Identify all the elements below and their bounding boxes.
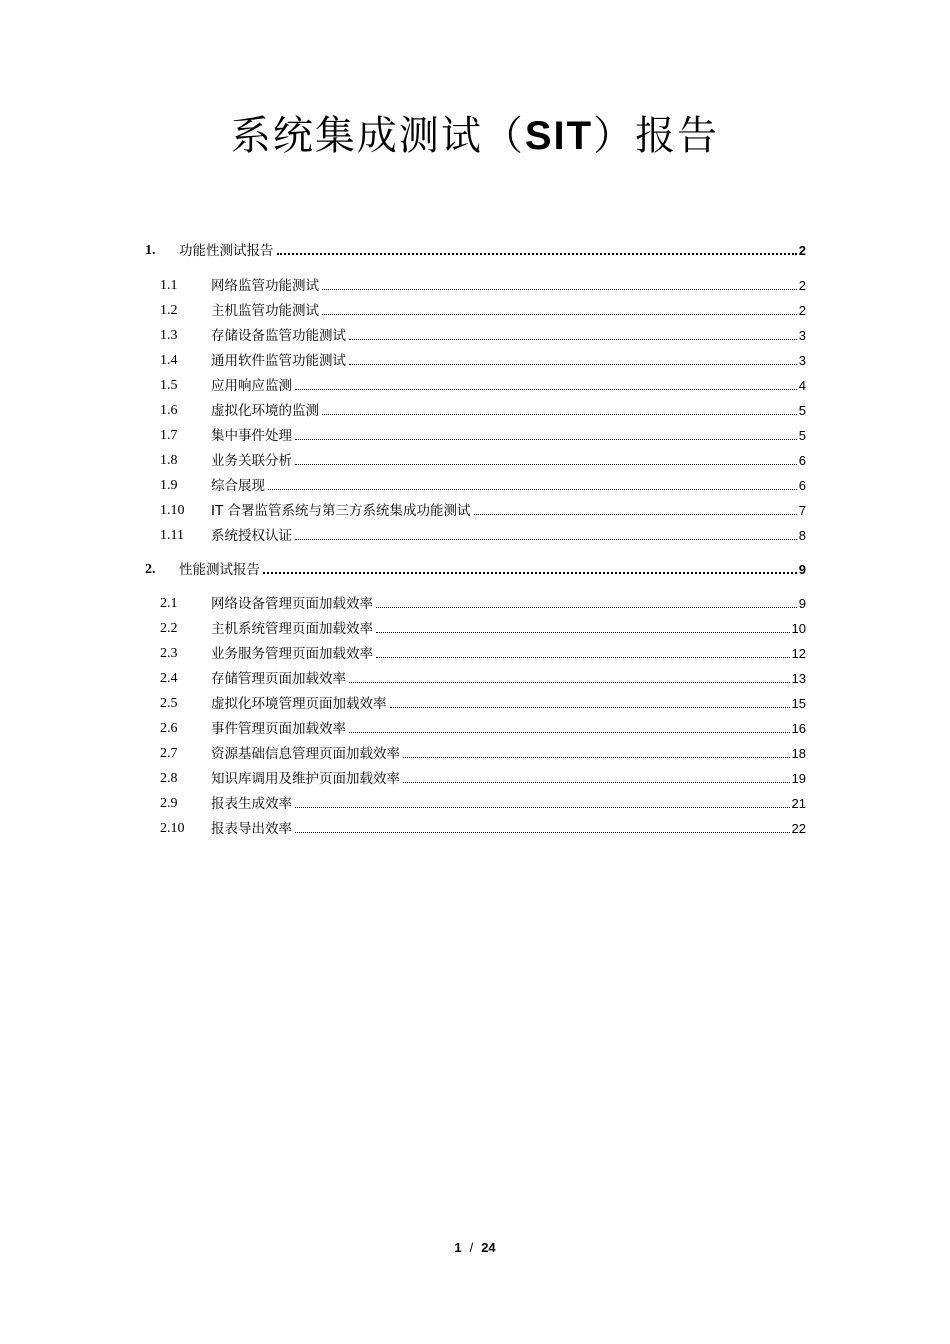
toc-item-number: 1.2 [160,303,178,318]
toc-page-number: 21 [791,796,806,811]
toc-item-2-4[interactable] [160,668,806,688]
toc-dot-leader [349,339,797,340]
toc-item-2-3[interactable] [160,643,806,663]
toc-dot-leader [376,607,797,608]
toc-dot-leader [295,439,797,440]
total-pages: 24 [481,1240,496,1255]
toc-item-number: 2.10 [160,821,185,836]
title-suffix: ）报告 [593,113,720,159]
toc-item-2-10[interactable] [160,818,806,838]
toc-item-label: 虚拟化环境管理页面加载效率 [211,696,387,712]
toc-item-number: 2.3 [160,646,178,661]
title-prefix: 系统集成测试（ [230,113,525,159]
toc-page-number: 22 [791,821,806,836]
toc-chapter-number: 1. [145,243,156,258]
toc-chapter-number: 2. [145,562,156,577]
toc-item-1-7[interactable] [160,425,806,445]
toc-dot-leader [390,707,790,708]
toc-dot-leader [349,682,790,683]
toc-dot-leader [403,782,790,783]
toc-item-2-1[interactable] [160,593,806,613]
toc-item-1-8[interactable] [160,450,806,470]
toc-item-label: 报表生成效率 [211,796,292,812]
toc-item-label: 存储设备监管功能测试 [211,328,346,344]
toc-item-label: 主机监管功能测试 [211,303,319,319]
toc-item-label: 资源基础信息管理页面加载效率 [211,746,400,762]
toc-page-number: 6 [798,478,806,493]
toc-dot-leader [263,572,797,574]
toc-item-label: 应用响应监测 [211,378,292,394]
toc-item-label: 报表导出效率 [211,821,292,837]
toc-item-label: 网络监管功能测试 [211,278,319,294]
toc-item-1-2[interactable] [160,300,806,320]
toc-item-1-4[interactable] [160,350,806,370]
toc-item-2-6[interactable] [160,718,806,738]
toc-item-number: 2.4 [160,671,178,686]
toc-page-number: 15 [791,696,806,711]
toc-item-label: 业务关联分析 [211,453,292,469]
toc-item-number: 1.10 [160,503,185,518]
toc-item-label: 存储管理页面加载效率 [211,671,346,687]
toc-item-1-10[interactable] [160,500,806,520]
toc-page-number: 7 [798,503,806,518]
toc-item-number: 2.5 [160,696,178,711]
toc-item-number: 1.8 [160,453,178,468]
toc-dot-leader [277,253,797,255]
toc-item-label: 系统授权认证 [211,528,292,544]
toc-dot-leader [376,632,790,633]
toc-dot-leader [322,414,797,415]
toc-page-number: 10 [791,621,806,636]
toc-page-number: 9 [798,562,806,577]
toc-dot-leader [403,757,790,758]
toc-item-2-9[interactable] [160,793,806,813]
toc-item-label: 通用软件监管功能测试 [211,353,346,369]
toc-dot-leader [295,539,797,540]
toc-chapter-2[interactable] [145,559,806,579]
toc-page-number: 9 [798,596,806,611]
toc-page-number: 4 [798,378,806,393]
toc-item-1-1[interactable] [160,275,806,295]
toc-item-label: 网络设备管理页面加载效率 [211,596,373,612]
toc-page-number: 5 [798,403,806,418]
toc-page-number: 2 [798,303,806,318]
toc-item-2-8[interactable] [160,768,806,788]
toc-item-label: 知识库调用及维护页面加载效率 [211,771,400,787]
toc-item-1-11[interactable] [160,525,806,545]
toc-page-number: 2 [798,243,806,258]
toc-dot-leader [268,489,797,490]
page-separator: / [469,1240,474,1255]
toc-item-label: 业务服务管理页面加载效率 [211,646,373,662]
toc-item-label: 综合展现 [211,478,265,494]
toc-item-label: 虚拟化环境的监测 [211,403,319,419]
toc-item-number: 2.7 [160,746,178,761]
document-title [0,104,950,161]
toc-item-1-3[interactable] [160,325,806,345]
toc-page-number: 8 [798,528,806,543]
toc-page-number: 3 [798,353,806,368]
page-footer [0,1240,950,1255]
toc-item-number: 2.9 [160,796,178,811]
toc-chapter-label: 性能测试报告 [179,562,260,578]
toc-item-2-5[interactable] [160,693,806,713]
toc-dot-leader [295,389,797,390]
toc-page-number: 5 [798,428,806,443]
toc-item-number: 1.4 [160,353,178,368]
toc-dot-leader [322,314,797,315]
toc-item-number: 1.11 [160,528,184,543]
toc-item-label: 事件管理页面加载效率 [211,721,346,737]
toc-item-number: 1.6 [160,403,178,418]
toc-dot-leader [349,732,790,733]
toc-page-number: 13 [791,671,806,686]
toc-chapter-label: 功能性测试报告 [179,243,274,259]
toc-page-number: 16 [791,721,806,736]
toc-dot-leader [376,657,790,658]
toc-page-number: 12 [791,646,806,661]
toc-item-number: 1.5 [160,378,178,393]
toc-item-2-7[interactable] [160,743,806,763]
toc-dot-leader [295,832,790,833]
toc-item-1-6[interactable] [160,400,806,420]
toc-item-number: 1.3 [160,328,178,343]
toc-item-label: 主机系统管理页面加载效率 [211,621,373,637]
toc-dot-leader [295,807,790,808]
toc-dot-leader [295,464,797,465]
toc-item-number: 1.7 [160,428,178,443]
toc-item-number: 2.2 [160,621,178,636]
toc-dot-leader [349,364,797,365]
toc-page-number: 2 [798,278,806,293]
toc-item-label: IT 合署监管系统与第三方系统集成功能测试 [211,503,471,519]
toc-dot-leader [474,514,797,515]
toc-item-label: 集中事件处理 [211,428,292,444]
toc-chapter-1[interactable] [145,240,806,260]
toc-dot-leader [322,289,797,290]
toc-page-number: 6 [798,453,806,468]
toc-item-number: 2.6 [160,721,178,736]
toc-page-number: 19 [791,771,806,786]
toc-item-number: 2.1 [160,596,178,611]
current-page-number: 1 [454,1240,462,1255]
toc-item-1-5[interactable] [160,375,806,395]
toc-item-2-2[interactable] [160,618,806,638]
toc-item-number: 2.8 [160,771,178,786]
toc-page-number: 18 [791,746,806,761]
toc-item-number: 1.1 [160,278,178,293]
title-latin: SIT [524,114,594,158]
toc-page-number: 3 [798,328,806,343]
toc-item-1-9[interactable] [160,475,806,495]
toc-item-number: 1.9 [160,478,178,493]
